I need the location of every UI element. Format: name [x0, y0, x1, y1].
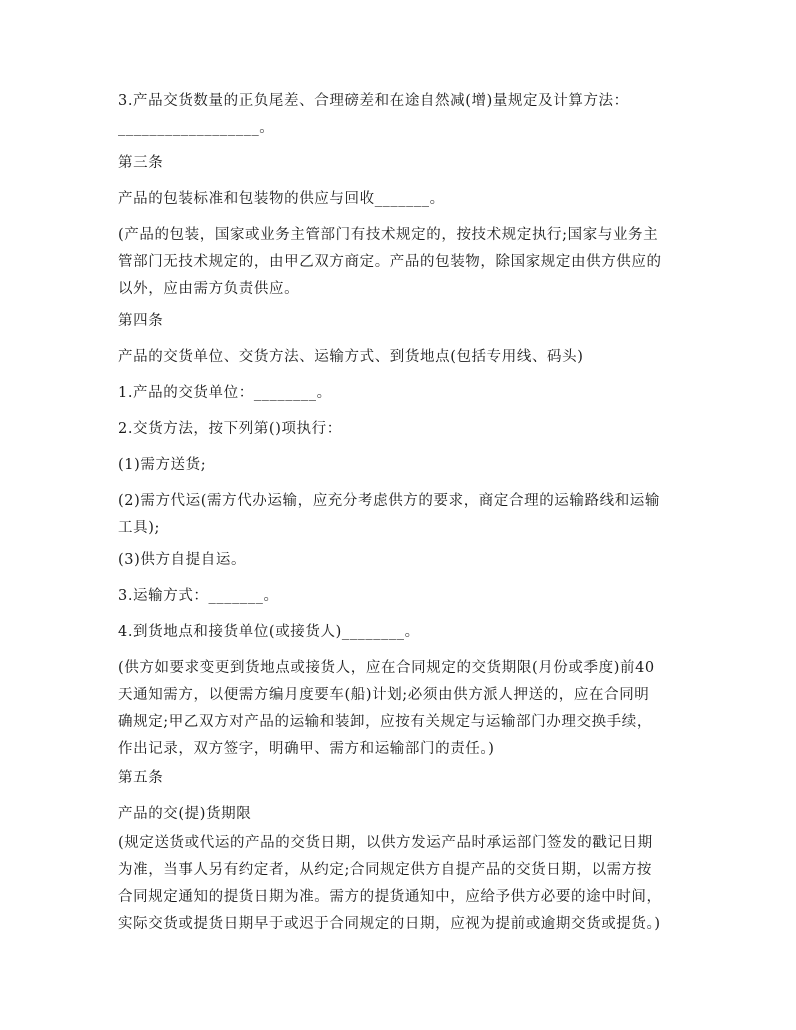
- text-line: __________________。: [118, 120, 275, 136]
- article-heading-5: [118, 765, 690, 792]
- text-line: 1.产品的交货单位：________。: [118, 385, 332, 401]
- text-line: 确规定;甲乙双方对产品的运输和装卸，应按有关规定与运输部门办理交换手续，: [118, 714, 652, 730]
- text-line: (供方如要求变更到货地点或接货人，应在合同规定的交货期限(月份或季度)前40: [118, 660, 655, 676]
- text-line: (规定送货或代运的产品的交货日期，以供方发运产品时承运部门签发的戳记日期: [118, 835, 653, 851]
- text-line: (产品的包装，国家或业务主管部门有技术规定的，按技术规定执行;国家与业务主: [118, 227, 659, 243]
- text-line: (3)供方自提自运。: [118, 552, 247, 568]
- text-line: 3.运输方式：_______。: [118, 588, 279, 604]
- paragraph-item-3: [118, 583, 690, 610]
- text-line: 产品的交(提)货期限: [118, 806, 252, 822]
- paragraph-packaging-note: [118, 222, 690, 303]
- paragraph-item-4: [118, 619, 690, 646]
- paragraph-item-1: [118, 380, 690, 407]
- article-heading-3: [118, 150, 690, 177]
- text-line: 为准，当事人另有约定者，从约定;合同规定供方自提产品的交货日期，以需方按: [118, 862, 652, 878]
- text-line: (1)需方送货;: [118, 457, 207, 473]
- text-line: 第四条: [118, 313, 164, 329]
- text-line: 工具);: [118, 520, 160, 536]
- paragraph-delivery-date-note: [118, 830, 690, 938]
- text-line: 2.交货方法，按下列第()项执行：: [118, 421, 342, 437]
- paragraph-quantity-tolerance: [118, 88, 690, 142]
- text-line: 作出记录，双方签字，明确甲、需方和运输部门的责任。): [118, 741, 495, 757]
- text-line: 第三条: [118, 155, 164, 171]
- paragraph-delivery-period: [118, 801, 690, 828]
- text-line: 4.到货地点和接货单位(或接货人)________。: [118, 624, 420, 640]
- text-line: 管部门无技术规定的，由甲乙双方商定。产品的包装物，除国家规定由供方供应的: [118, 254, 662, 270]
- paragraph-delivery-unit: [118, 344, 690, 371]
- paragraph-option-1: [118, 452, 690, 479]
- article-heading-4: [118, 308, 690, 335]
- text-line: 以外，应由需方负责供应。: [118, 281, 300, 297]
- paragraph-packaging: [118, 186, 690, 213]
- paragraph-option-3: [118, 547, 690, 574]
- text-line: 天通知需方，以便需方编月度要车(船)计划;必须由供方派人押送的，应在合同明: [118, 687, 650, 703]
- paragraph-option-2: [118, 488, 690, 542]
- paragraph-destination-note: [118, 655, 690, 763]
- text-line: 第五条: [118, 770, 164, 786]
- text-line: 产品的交货单位、交货方法、运输方式、到货地点(包括专用线、码头): [118, 349, 584, 365]
- text-line: 实际交货或提货日期早于或迟于合同规定的日期，应视为提前或逾期交货或提货。): [118, 916, 661, 932]
- paragraph-item-2: [118, 416, 690, 443]
- text-line: (2)需方代运(需方代办运输，应充分考虑供方的要求，商定合理的运输路线和运输: [118, 493, 660, 509]
- text-line: 合同规定通知的提货日期为准。需方的提货通知中，应给予供方必要的途中时间，: [118, 889, 662, 905]
- text-line: 产品的包装标准和包装物的供应与回收_______。: [118, 191, 445, 207]
- text-line: 3.产品交货数量的正负尾差、合理磅差和在途自然减(增)量规定及计算方法：: [118, 93, 629, 109]
